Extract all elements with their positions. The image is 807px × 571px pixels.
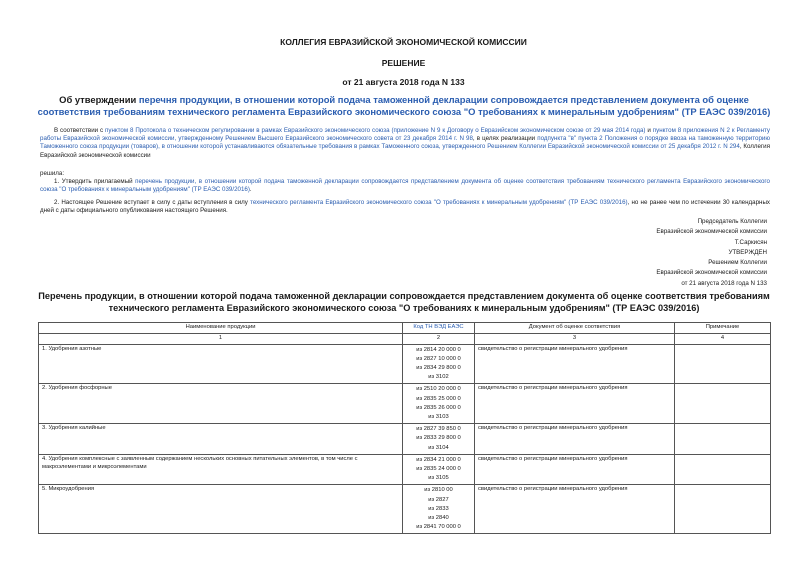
p4-text-a: 2. Настоящее Решение вступает в силу с даты вступления в силу bbox=[54, 199, 251, 206]
product-codes bbox=[403, 344, 475, 384]
signature-line: от 21 августа 2018 года N 133 bbox=[681, 279, 767, 287]
table-header-row bbox=[39, 323, 771, 334]
p4-text-b: , но не ранее чем по истечении 30 календарных дней с даты официального опубликования настоящего Решения. bbox=[40, 199, 770, 215]
code-item: из 3102 bbox=[428, 374, 449, 381]
p1-link-protocol[interactable]: пунктом 8 Протокола о техническом регулировании в рамках Евразийского экономического союза (приложение N 9 к Договору о Евразийском экономическом союзе от 29 мая 2014 года) bbox=[105, 127, 646, 134]
p1-link-regulation[interactable]: пунктом 8 приложения N 2 к Регламенту работы Евразийской экономической комиссии, утвержденному Решением Высшего Евразийского экономического совета от 23 декабря 2014 г. N 98 bbox=[40, 127, 771, 143]
col-number: 1 bbox=[39, 333, 403, 344]
point-2-paragraph bbox=[40, 199, 770, 215]
header-cell bbox=[403, 323, 475, 334]
title-link[interactable]: перечня продукции, в отношении которой подача таможенной декларации сопровождается представлением документа об оценке соответствия требованиям технического регламента Евразийского экономического союза "О требованиях к минеральным удобрениям" (ТР ЕАЭС 039/2016) bbox=[37, 94, 771, 117]
header-cell: Наименование продукции bbox=[39, 323, 403, 334]
product-codes bbox=[403, 384, 475, 424]
conformity-doc: свидетельство о регистрации минерального удобрения bbox=[475, 454, 675, 485]
col-number: 2 bbox=[403, 333, 475, 344]
p3-text-a: 1. Утвердить прилагаемый bbox=[54, 178, 136, 185]
code-item: из 2840 bbox=[428, 515, 449, 522]
note bbox=[675, 344, 771, 384]
date-line: от 21 августа 2018 года N 133 bbox=[342, 77, 465, 87]
code-item: из 2827 39 850 0 bbox=[416, 426, 461, 433]
product-name: 3. Удобрения калийные bbox=[39, 424, 403, 455]
product-name: 5. Микроудобрения bbox=[39, 485, 403, 534]
conformity-doc: свидетельство о регистрации минерального удобрения bbox=[475, 344, 675, 384]
code-item: из 2835 24 000 0 bbox=[416, 466, 461, 473]
document-title bbox=[30, 94, 778, 117]
code-item: из 2510 20 000 0 bbox=[416, 386, 461, 393]
product-name: 2. Удобрения фосфорные bbox=[39, 384, 403, 424]
code-item: из 3105 bbox=[428, 475, 449, 482]
signature-line: Т.Саркисян bbox=[734, 238, 767, 246]
code-item: из 2835 25 000 0 bbox=[416, 395, 461, 402]
title-prefix: Об утверждении bbox=[59, 94, 139, 105]
conformity-doc: свидетельство о регистрации минерального удобрения bbox=[475, 485, 675, 534]
code-item: из 2834 29 800 0 bbox=[416, 365, 461, 371]
product-codes bbox=[403, 454, 475, 485]
code-item: из 3104 bbox=[428, 444, 449, 451]
p1-text-a: В соответствии с bbox=[54, 127, 106, 134]
note bbox=[675, 424, 771, 455]
p1-text-b: и bbox=[645, 127, 653, 134]
note bbox=[675, 454, 771, 485]
code-item: из 2827 bbox=[428, 496, 449, 503]
note bbox=[675, 485, 771, 534]
col-number: 3 bbox=[475, 333, 675, 344]
org-heading: КОЛЛЕГИЯ ЕВРАЗИЙСКОЙ ЭКОНОМИЧЕСКОЙ КОМИССИИ bbox=[280, 37, 527, 47]
conformity-doc: свидетельство о регистрации минерального удобрения bbox=[475, 424, 675, 455]
table-row bbox=[39, 384, 771, 424]
code-item: из 2834 21 000 0 bbox=[416, 456, 461, 463]
header-cell: Документ об оценке соответствия bbox=[475, 323, 675, 334]
code-item: из 2827 10 000 0 bbox=[416, 355, 461, 362]
code-item: из 2833 29 800 0 bbox=[416, 435, 461, 442]
p1-text-c: , в целях реализации bbox=[472, 135, 538, 143]
signature-line: Евразийской экономической комиссии bbox=[656, 269, 767, 277]
signature-line: Евразийской экономической комиссии bbox=[656, 228, 767, 236]
products-table bbox=[38, 322, 771, 534]
signature-line: Председатель Коллегии bbox=[697, 218, 767, 225]
col-number: 4 bbox=[675, 333, 771, 344]
table-row bbox=[39, 424, 771, 455]
product-name: 1. Удобрения азотные bbox=[39, 344, 403, 384]
p4-link-regulation[interactable]: технического регламента Евразийского экономического союза "О требованиях к минеральным удобрениям" (ТР ЕАЭС 039/2016) bbox=[250, 199, 628, 206]
note bbox=[675, 384, 771, 424]
doc-type-heading: РЕШЕНИЕ bbox=[381, 58, 426, 68]
tnved-link[interactable]: Код ТН ВЭД ЕАЭС bbox=[413, 324, 464, 330]
table-row bbox=[39, 454, 771, 485]
header-cell: Примечание bbox=[675, 323, 771, 334]
code-item: из 2833 bbox=[428, 505, 449, 512]
table-number-row bbox=[39, 333, 771, 344]
point-1-paragraph bbox=[40, 178, 770, 194]
product-codes bbox=[403, 485, 475, 534]
p3-text-b: . bbox=[249, 186, 252, 194]
signature-block bbox=[567, 217, 767, 289]
resolved-line: решила: bbox=[40, 170, 65, 177]
code-item: из 2841 70 000 0 bbox=[416, 524, 461, 531]
product-codes bbox=[403, 424, 475, 455]
code-item: из 3103 bbox=[428, 414, 449, 421]
code-item: из 2835 26 000 0 bbox=[416, 404, 461, 411]
list-title: Перечень продукции, в отношении которой подача таможенной декларации сопровождается представлением документа об оценке соответствия требованиям технического регламента Евразийского экономического союза "О требованиях к минеральным удобрениям" (ТР ЕАЭС 039/2016) bbox=[38, 291, 770, 313]
code-item: из 2810 00 bbox=[424, 487, 453, 494]
p1-link-provision[interactable]: подпункта "в" пункта 2 Положения о порядке ввоза на таможенную территорию Таможенного союза продукции (товаров), в отношении которой устанавливаются обязательные требования в рамках Таможенного союза, утвержденного Решением Коллегии Евразийской экономической комиссии от 25 декабря 2012 г. N 294 bbox=[40, 135, 770, 151]
p3-link-list[interactable]: перечень продукции, в отношении которой подача таможенной декларации сопровождается представлением документа об оценке соответствия требованиям технического регламента Евразийского экономического союза "О требованиях к минеральным удобрениям" (ТР ЕАЭС 039/2016) bbox=[40, 178, 770, 194]
signature-line: УТВЕРЖДЕН bbox=[728, 248, 767, 256]
code-item: из 2814 20 000 0 bbox=[416, 346, 461, 353]
preamble-paragraph bbox=[40, 127, 770, 160]
conformity-doc: свидетельство о регистрации минерального удобрения bbox=[475, 384, 675, 424]
table-row bbox=[39, 485, 771, 534]
p1-text-d: , Коллегия Евразийской экономической комиссии bbox=[40, 143, 770, 159]
product-name: 4. Удобрения комплексные с заявленным содержанием нескольких основных питательных элементов, в том числе с макроэлементами и микроэлементами bbox=[39, 454, 403, 485]
table-row bbox=[39, 344, 771, 384]
signature-line: Решением Коллегии bbox=[708, 259, 767, 267]
